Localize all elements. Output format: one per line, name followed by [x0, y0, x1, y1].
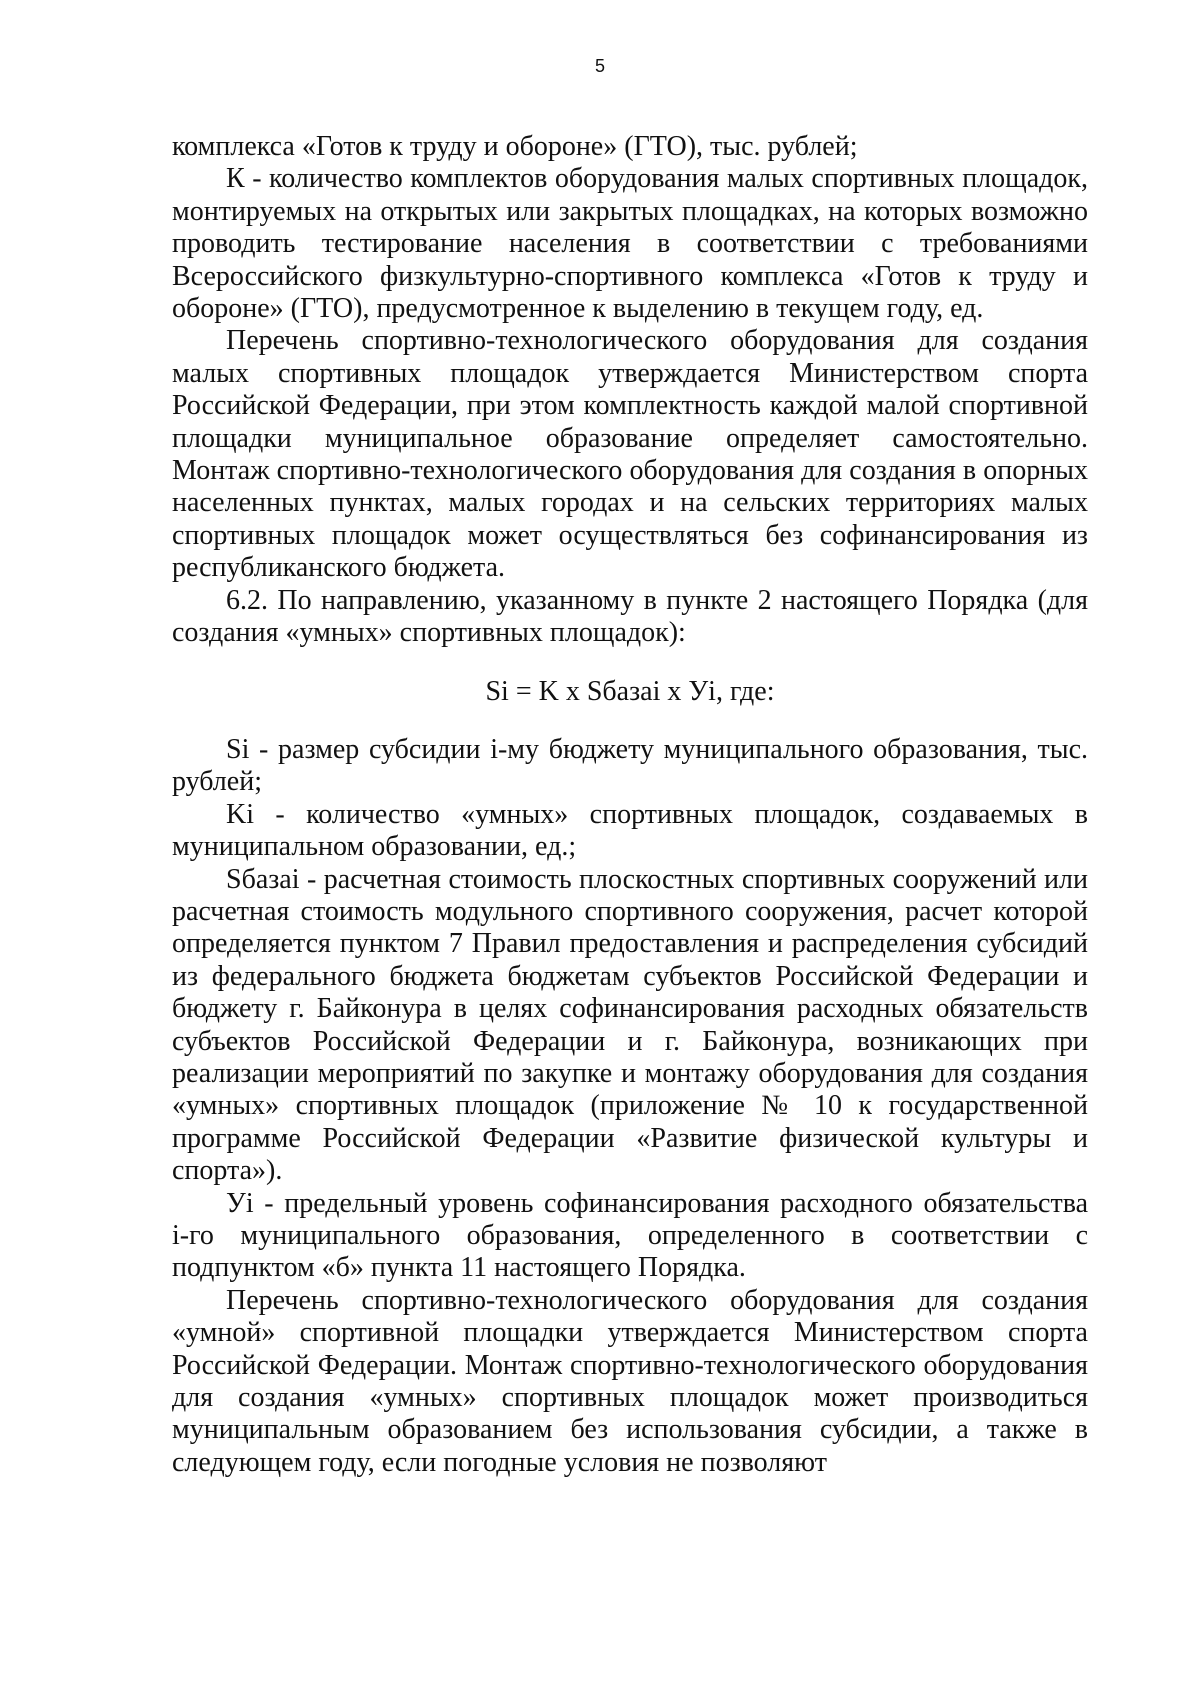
document-body: [172, 131, 1088, 1479]
page-number: 5: [594, 56, 605, 76]
paragraph-equipment-list: Перечень спортивно-технологического оборудования для создания малых спортивных площадок утверждается Министерством спорта Российской Федерации, при этом комплектность каждой малой спортивной площадки муниципальное образование определяет самостоятельно. Монтаж спортивно-технологического оборудования для создания в опорных населенных пунктах, малых городах и на сельских территориях малых спортивных площадок может осуществляться без софинансирования из республиканского бюджета.: [172, 325, 1088, 584]
paragraph-gto-continuation: комплекса «Готов к труду и обороне» (ГТО), тыс. рублей;: [172, 131, 858, 162]
paragraph-section-6-2: 6.2. По направлению, указанному в пункте 2 настоящего Порядка (для создания «умных» спортивных площадок):: [172, 584, 1088, 649]
definition-si: Si - размер субсидии i-му бюджету муниципального образования, тыс. рублей;: [172, 733, 1088, 798]
paragraph-k-definition: К - количество комплектов оборудования малых спортивных площадок, монтируемых на открытых или закрытых площадках, на которых возможно проводить тестирование населения в соответствии с требованиями Всероссийского физкультурно-спортивного комплекса «Готов к труду и обороне» (ГТО), предусмотренное к выделению в текущем году, ед.: [172, 163, 1088, 325]
definition-sbazai: Sбазаi - расчетная стоимость плоскостных спортивных сооружений или расчетная стоимость модульного спортивного сооружения, расчет которой определяется пунктом 7 Правил предоставления и распределения субсидий из федерального бюджета бюджетам субъектов Российской Федерации и бюджету г. Байконура в целях софинансирования расходных обязательств субъектов Российской Федерации и г. Байконура, возникающих при реализации мероприятий по закупке и монтажу оборудования для создания «умных» спортивных площадок (приложение № 10 к государственной программе Российской Федерации «Развитие физической культуры и спорта»).: [172, 863, 1088, 1187]
subsidy-formula: Si = K x Sбазаi x Уi, где:: [485, 675, 775, 707]
definition-ki: Ki - количество «умных» спортивных площадок, создаваемых в муниципальном образовании, ед.;: [172, 798, 1088, 863]
paragraph-smart-equipment-list: Перечень спортивно-технологического оборудования для создания «умной» спортивной площадки утверждается Министерством спорта Российской Федерации. Монтаж спортивно-технологического оборудования для создания «умных» спортивных площадок может производиться муниципальным образованием без использования субсидии, а также в следующем году, если погодные условия не позволяют: [172, 1284, 1088, 1478]
definition-ui: Уi - предельный уровень софинансирования расходного обязательства i-го муниципального образования, определенного в соответствии с подпунктом «б» пункта 11 настоящего Порядка.: [172, 1187, 1088, 1284]
